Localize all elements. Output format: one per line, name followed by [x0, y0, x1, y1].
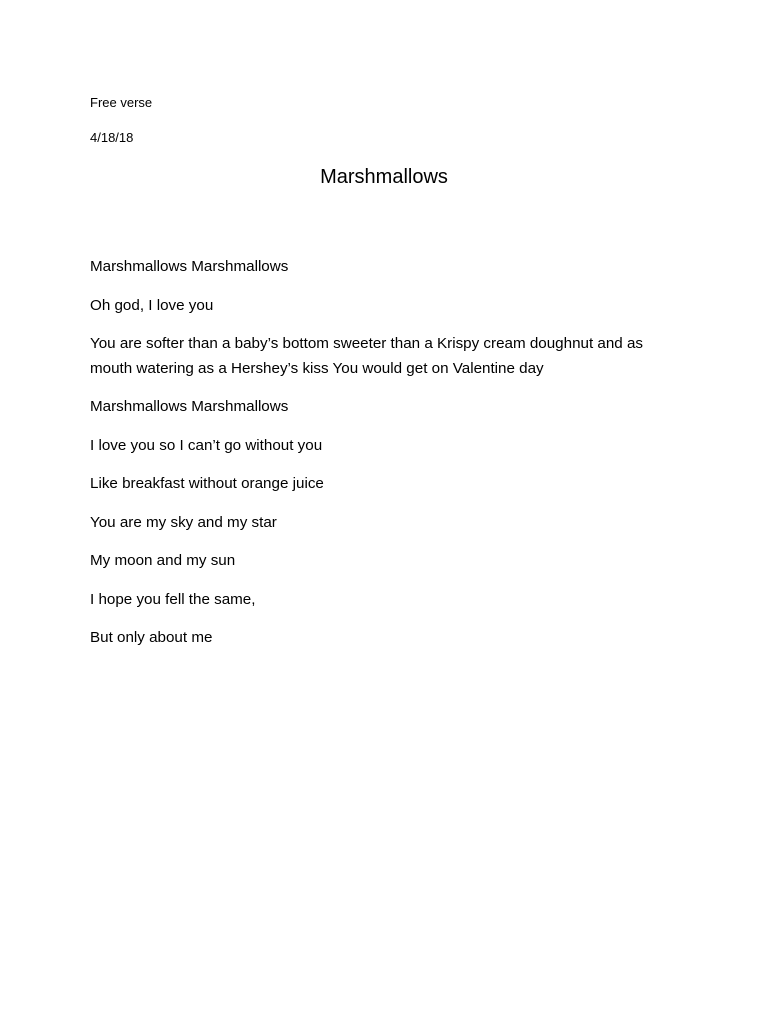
poem-line: You are my sky and my star	[90, 513, 277, 531]
poem-line: Marshmallows Marshmallows	[90, 398, 289, 415]
poem-line: Marshmallows Marshmallows	[90, 258, 289, 275]
poem-line: But only about me	[90, 629, 213, 646]
poem-line: You are softer than a baby’s bottom sweeter than a Krispy cream doughnut and as mouth watering as a Hershey’s kiss You would get on Valentine day	[90, 335, 644, 377]
poem-line: Oh god, I love you	[90, 296, 214, 314]
genre-label: Free verse	[90, 95, 153, 110]
poem-title: Marshmallows	[320, 166, 448, 188]
date-label: 4/18/18	[90, 130, 134, 145]
poem-body	[90, 255, 680, 665]
poem-line: My moon and my sun	[90, 552, 236, 569]
poem-line: Like breakfast without orange juice	[90, 475, 324, 492]
poem-line: I love you so I can’t go without you	[90, 436, 323, 454]
poem-line: I hope you fell the same,	[90, 590, 256, 608]
